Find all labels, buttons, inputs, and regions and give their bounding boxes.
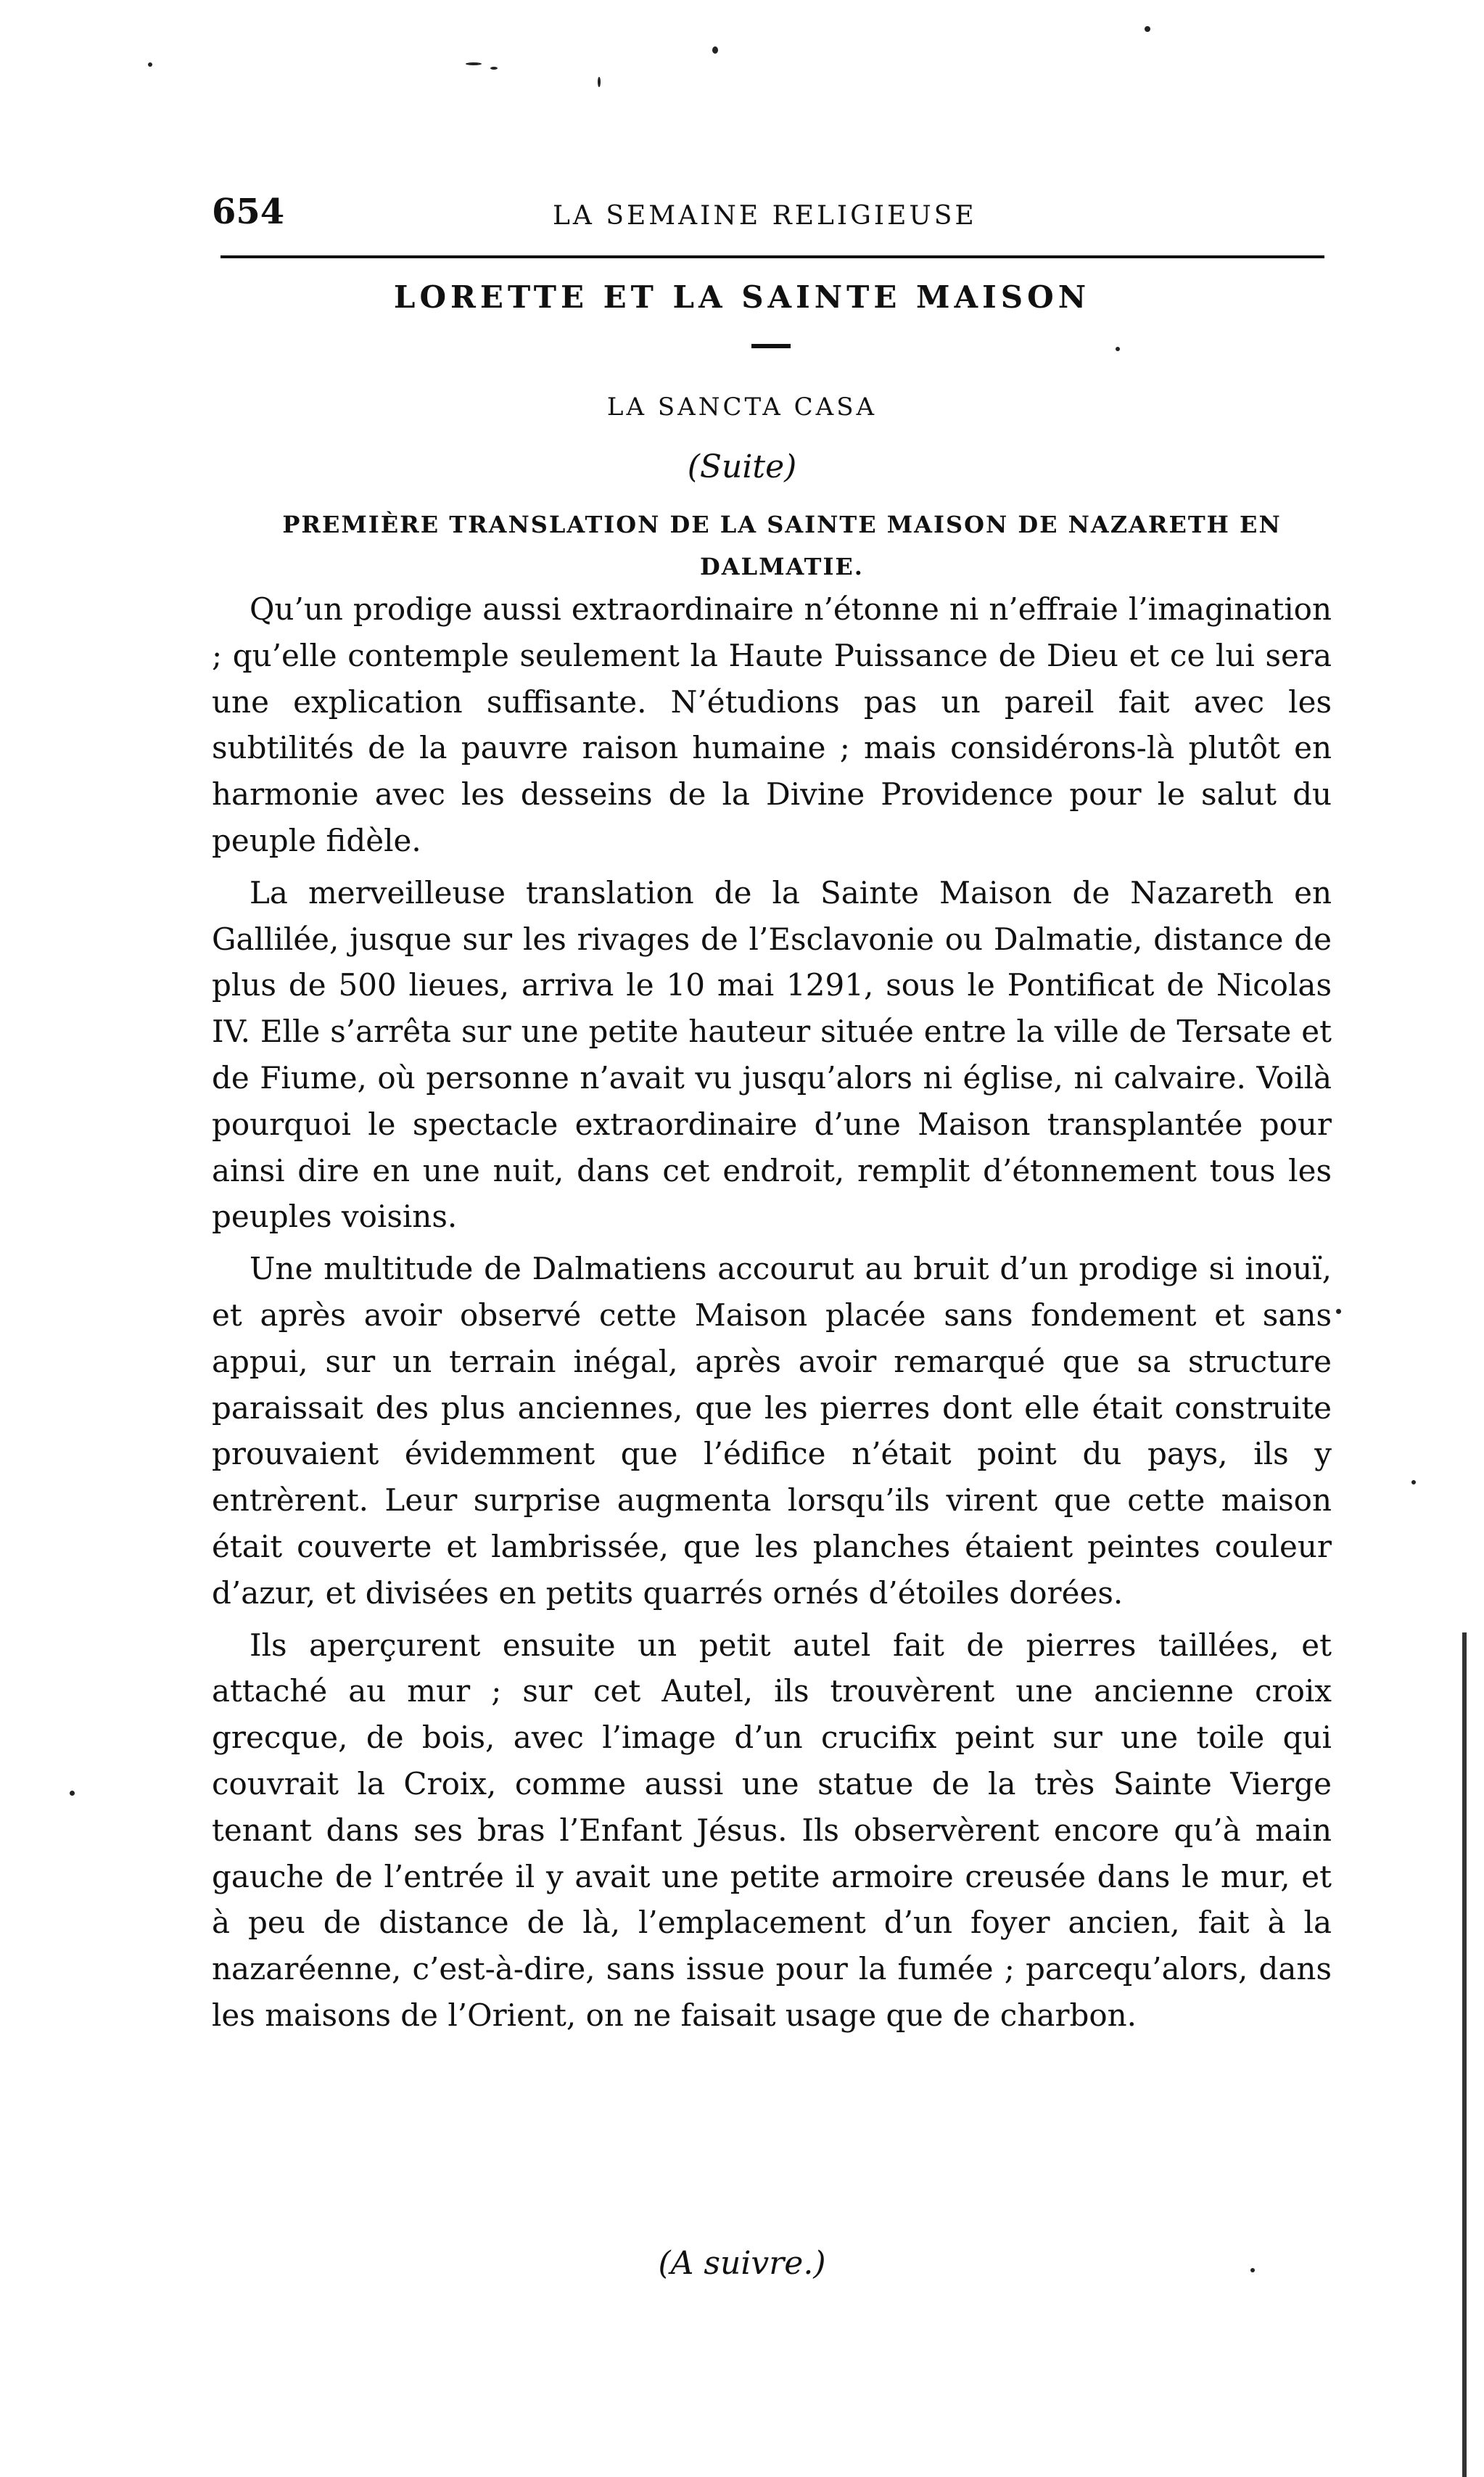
paragraph: Ils aperçurent ensuite un petit autel fait de pierres taillées, et attaché au mur ; sur cet Autel, ils trouvèrent une ancienne croix grecque, de bois, avec l’image d’un crucifix peint sur une toile qui couvrait la Croix, comme aussi une statue de la très Sainte Vierge tenant dans ses bras l’Enfant Jésus. Ils observèrent encore qu’à main gauche de l’entrée il y avait une petite armoire creusée dans le mur, et à peu de distance de là, l’emplacement d’un foyer ancien, fait à la nazaréenne, c’est-à-dire, sans issue pour la fumée ; parcequ’alors, dans les maisons de l’Orient, on ne faisait usage que de charbon. [212, 1627, 1332, 2033]
page-number: 654 [212, 192, 285, 232]
continuation-label: (Suite) [687, 448, 797, 485]
paragraph: Une multitude de Dalmatiens accourut au bruit d’un prodige si inouï, et après avoir observé cette Maison placée sans fondement et sans appui, sur un terrain inégal, après avoir remarqué que sa structure paraissait des plus anciennes, que les pierres dont elle était construite prouvaient évidemment que l’édifice n’était point du pays, ils y entrèrent. Leur surprise augmenta lorsqu’ils virent que cette maison était couverte et lambrissée, que les planches étaient peintes couleur d’azur, et divisées en petits quarrés ornés d’étoiles dorées. [212, 1251, 1332, 1611]
paragraph: Qu’un prodige aussi extraordinaire n’étonne ni n’effraie l’imagination ; qu’elle contemple seulement la Haute Puissance de Dieu et ce lui sera une explication suffisante. N’étudions pas un pareil fait avec les subtilités de la pauvre raison humaine ; mais considérons-là plutôt en harmonie avec les desseins de la Divine Providence pour le salut du peuple fidèle. [212, 591, 1332, 858]
ink-speck [1411, 1480, 1416, 1484]
ink-speck [1116, 347, 1120, 351]
article-title: LORETTE ET LA SAINTE MAISON [393, 279, 1091, 315]
ink-speck [1145, 26, 1150, 32]
page-edge-shadow [1462, 1632, 1467, 2477]
running-head [212, 190, 1324, 234]
section-heading: PREMIÈRE TRANSLATION DE LA SAINTE MAISON DE NAZARETH EN DALMATIE. [282, 511, 1282, 580]
header-rule [220, 255, 1324, 258]
article-body [212, 586, 1332, 2039]
ink-speck [148, 62, 152, 67]
ink-speck [70, 1791, 75, 1796]
title-separator [751, 344, 791, 348]
ink-speck [712, 46, 718, 54]
paragraph: La merveilleuse translation de la Sainte Maison de Nazareth en Gallilée, jusque sur les rivages de l’Esclavonie ou Dalmatie, distance de plus de 500 lieues, arriva le 10 mai 1291, sous le Pontificat de Nicolas IV. Elle s’arrêta sur une petite hauteur située entre la ville de Tersate et de Fiume, où personne n’avait vu jusqu’alors ni église, ni calvaire. Voilà pourquoi le spectacle extraordinaire d’une Maison transplantée pour ainsi dire en une nuit, dans cet endroit, remplit d’étonnement tous les peuples voisins. [212, 874, 1332, 1235]
ink-speck [598, 77, 601, 87]
ink-speck [490, 67, 498, 70]
journal-title: LA SEMAINE RELIGIEUSE [553, 201, 977, 231]
ink-speck [1336, 1309, 1341, 1314]
to-be-continued: (A suivre.) [658, 2245, 826, 2282]
article-subtitle: LA SANCTA CASA [606, 393, 878, 422]
ink-speck [466, 62, 482, 65]
